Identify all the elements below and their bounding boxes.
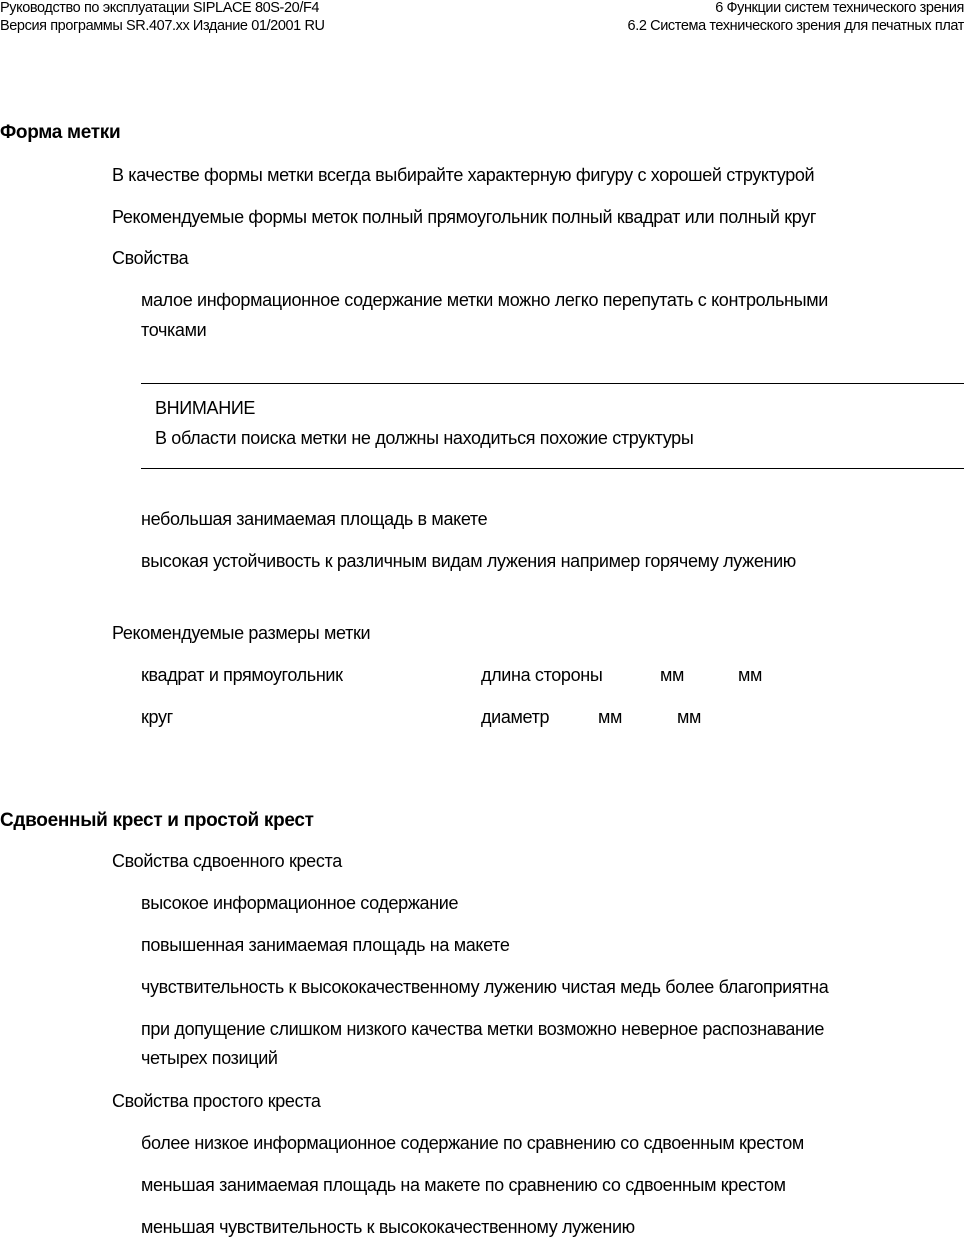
paragraph: Свойства (112, 248, 189, 268)
section-heading: Форма метки (0, 122, 121, 143)
size-unit-min: мм (598, 707, 623, 727)
note-title: ВНИМАНИЕ (155, 398, 256, 418)
list-item: чувствительность к высококачественному лужению чистая медь более благоприятна (141, 977, 829, 997)
list-item: повышенная занимаемая площадь на макете (141, 935, 510, 955)
size-shape: круг (141, 707, 173, 727)
paragraph: Рекомендуемые формы меток полный прямоугольник полный квадрат или полный круг (112, 207, 817, 227)
list-item: меньшая чувствительность к высококачественному лужению (141, 1217, 635, 1237)
paragraph: Свойства простого креста (112, 1091, 321, 1111)
paragraph: В качестве формы метки всегда выбирайте характерную фигуру с хорошей структурой (112, 165, 815, 185)
list-item: более низкое информационное содержание по сравнению со сдвоенным крестом (141, 1133, 804, 1153)
list-item: высокое информационное содержание (141, 893, 459, 913)
header-manual-title: Руководство по эксплуатации SIPLACE 80S-20/F4 (0, 0, 320, 16)
list-item: малое информационное содержание метки можно легко перепутать с контрольными (141, 290, 828, 310)
size-param: диаметр (481, 707, 550, 727)
header-chapter: 6 Функции систем технического зрения (715, 0, 964, 16)
list-item: высокая устойчивость к различным видам лужения например горячему лужению (141, 551, 796, 571)
list-item-continuation: точками (141, 320, 207, 340)
list-item-continuation: четырех позиций (141, 1048, 278, 1068)
size-unit-max: мм (677, 707, 702, 727)
note-text: В области поиска метки не должны находиться похожие структуры (155, 428, 694, 448)
list-item: небольшая занимаемая площадь в макете (141, 509, 488, 529)
size-unit-max: мм (738, 665, 763, 685)
size-param: длина стороны (481, 665, 603, 685)
paragraph: Рекомендуемые размеры метки (112, 623, 371, 643)
note-bottom-rule (141, 468, 964, 469)
size-shape: квадрат и прямоугольник (141, 665, 343, 685)
header-version: Версия программы SR.407.xx Издание 01/2001 RU (0, 18, 325, 34)
list-item: меньшая занимаемая площадь на макете по сравнению со сдвоенным крестом (141, 1175, 786, 1195)
size-unit-min: мм (660, 665, 685, 685)
header-section: 6.2 Система технического зрения для печатных плат (627, 18, 964, 34)
paragraph: Свойства сдвоенного креста (112, 851, 342, 871)
section-heading: Сдвоенный крест и простой крест (0, 810, 314, 831)
note-top-rule (141, 383, 964, 384)
list-item: при допущение слишком низкого качества метки возможно неверное распознавание (141, 1019, 824, 1039)
